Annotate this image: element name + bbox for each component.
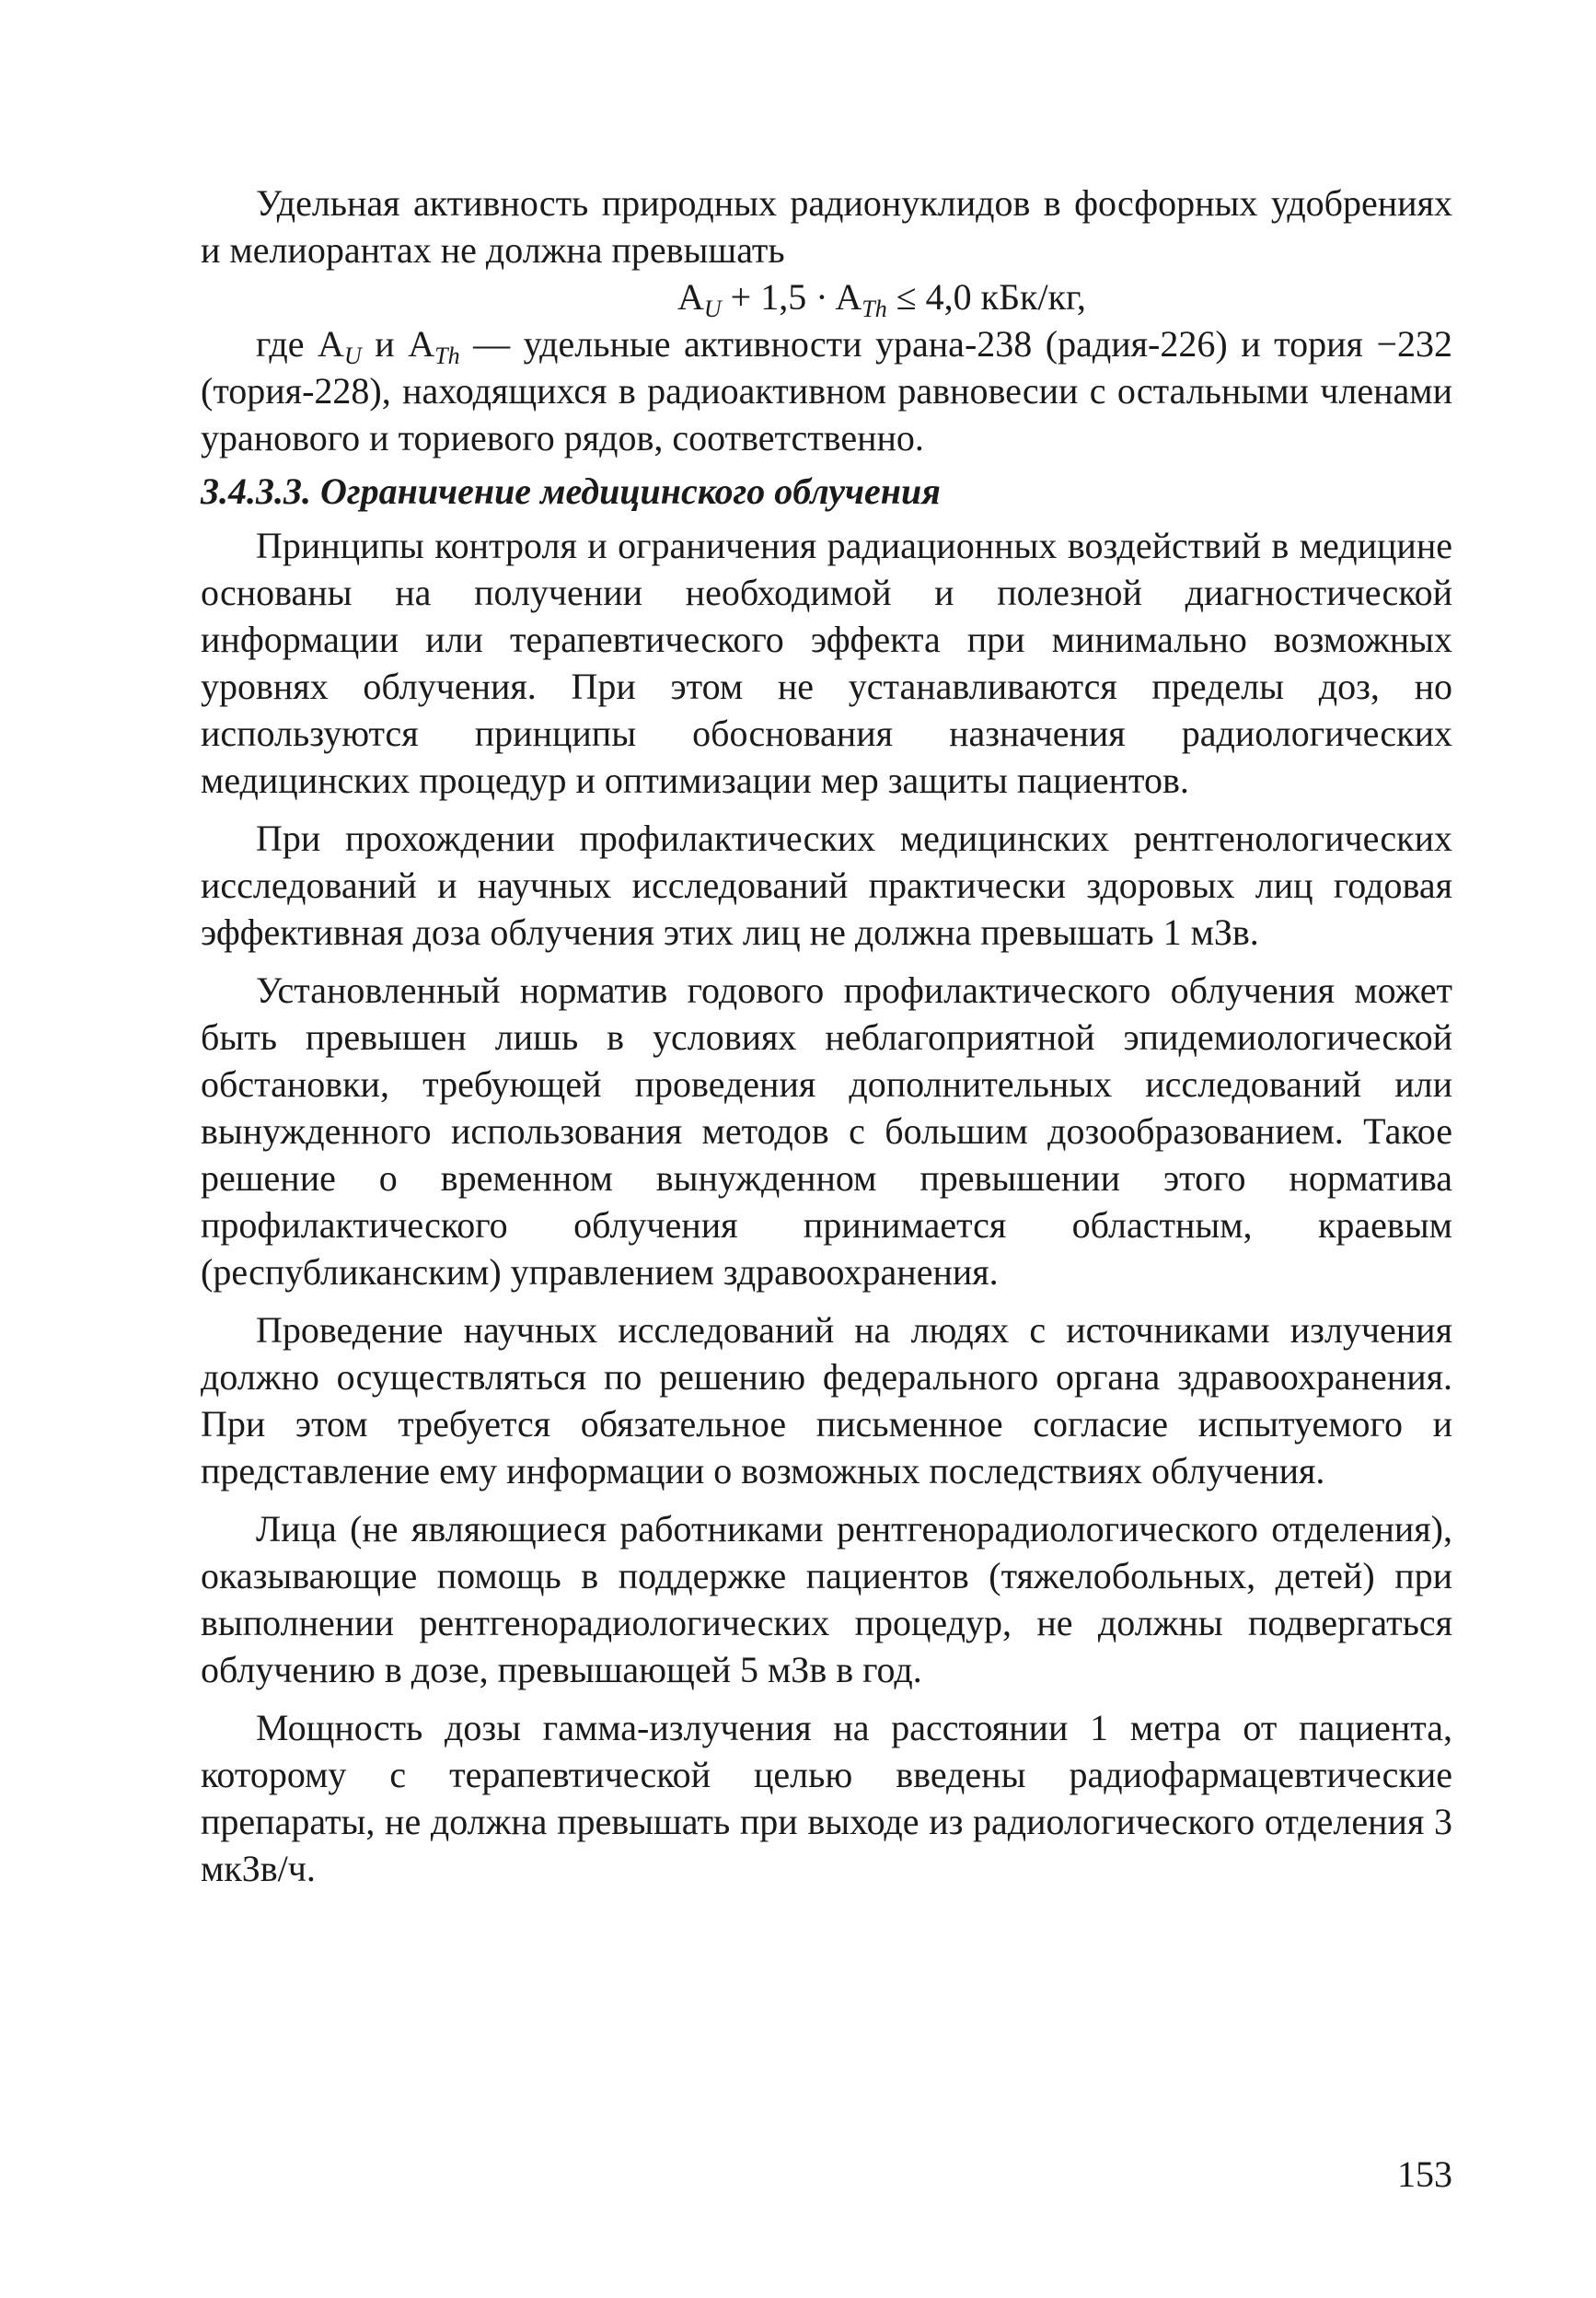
paragraph-research: Проведение научных исследований на людях с источниками излучения должно осуществляться по решению федерального органа здравоохранения. При этом требуется обязательное письменное согласие испытуемого и представление ему информации о возможных последствиях облучения.	[201, 1309, 1452, 1491]
section-title: Ограничение медицинского облучения	[320, 470, 941, 512]
formula-note-middle: и A	[361, 323, 435, 365]
formula-limit: ≤ 4,0 кБк/кг,	[886, 276, 1086, 318]
formula-note-paragraph	[201, 320, 1452, 461]
formula-note-rest: — удельные активности урана-238 (радия-226) и тория −232 (тория-228), находящихся в радиоактивном равновесии с остальными членами уранового и ториевого рядов, соответственно.	[201, 323, 1453, 458]
page-number: 153	[1397, 2153, 1452, 2195]
paragraph-preventive-exams: При прохождении профилактических медицинских рентгенологических исследований и научных исследований практически здоровых лиц годовая эффективная доза облучения этих лиц не должна превышать 1 мЗв.	[201, 818, 1452, 953]
formula-note-u-subscript: U	[343, 342, 362, 369]
activity-formula	[201, 273, 1452, 320]
paragraph-principles: Принципы контроля и ограничения радиационных воздействий в медицине основаны на получении необходимой и полезной диагностической информации или терапевтического эффекта при минимально возможных уровнях облучения. При этом не устанавливаются пределы доз, но используются принципы обоснования назначения радиологических медицинских процедур и оптимизации мер защиты пациентов.	[201, 525, 1452, 801]
formula-th-subscript: Th	[862, 296, 887, 322]
section-number: 3.4.3.3.	[201, 470, 311, 512]
page-body	[201, 180, 1452, 1892]
paragraph-gamma-dose: Мощность дозы гамма-излучения на расстоянии 1 метра от пациента, которому с терапевтической целью введены радиофармацевтические препараты, не должна превышать при выходе из радиологического отделения 3 мкЗв/ч.	[201, 1707, 1452, 1889]
formula-note-th-subscript: Th	[434, 342, 460, 369]
formula-a-u: A	[677, 276, 704, 318]
section-heading	[201, 467, 1452, 516]
formula-u-subscript: U	[703, 296, 722, 322]
paragraph-norm-exceeding: Установленный норматив годового профилактического облучения может быть превышен лишь в условиях неблагоприятной эпидемиологической обстановки, требующей проведения дополнительных исследований или вынужденного использования методов с большим дозообразованием. Такое решение о временном вынужденном превышении этого норматива профилактического облучения принимается областным, краевым (республиканским) управлением здравоохранения.	[201, 969, 1452, 1293]
formula-plus-factor: + 1,5 · A	[721, 276, 862, 318]
intro-paragraph: Удельная активность природных радионуклидов в фосфорных удобрениях и мелиорантах не должна превышать	[201, 182, 1452, 271]
paragraph-helpers: Лица (не являющиеся работниками рентгенорадиологического отделения), оказывающие помощь в поддержке пациентов (тяжелобольных, детей) при выполнении рентгенорадиологических процедур, не должны подвергаться облучению в дозе, превышающей 5 мЗв в год.	[201, 1508, 1452, 1690]
formula-note-lead: где A	[256, 323, 344, 365]
